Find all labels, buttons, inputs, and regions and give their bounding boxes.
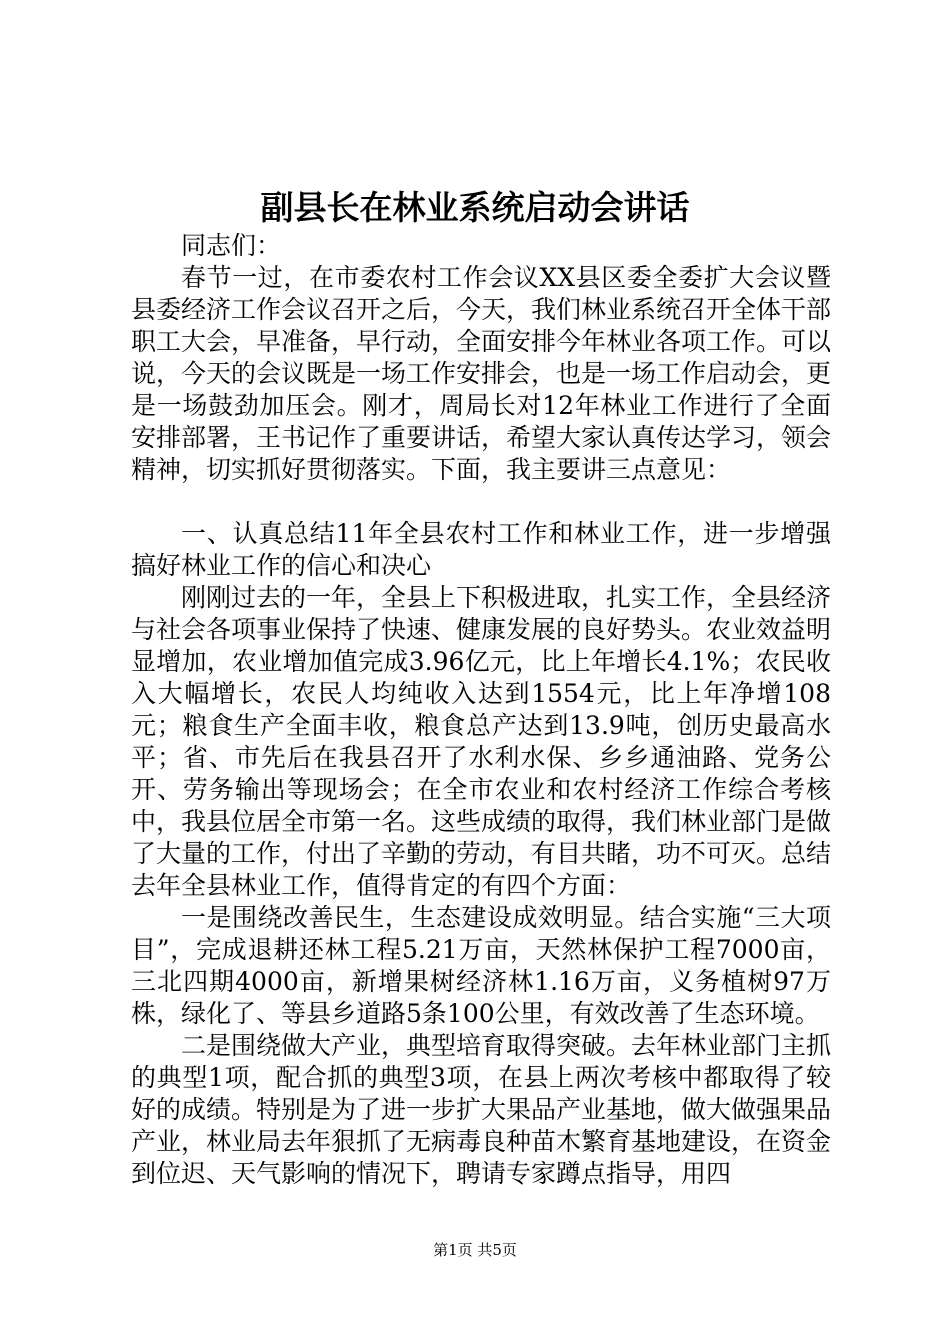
- point-one-paragraph: 一是围绕改善民生，生态建设成效明显。结合实施“三大项目”，完成退耕还林工程5.21万亩，天然林保护工程7000亩，三北四期4000亩，新增果树经济林1.16万亩，义务植树97万株，绿化了、等县乡道路5条100公里，有效改善了生态环境。: [131, 903, 831, 1028]
- page-footer: 第1页 共5页: [433, 1241, 517, 1259]
- review-paragraph: 刚刚过去的一年，全县上下积极进取，扎实工作，全县经济与社会各项事业保持了快速、健康发展的良好势头。农业效益明显增加，农业增加值完成3.96亿元，比上年增长4.1%；农民收入大幅增长，农民人均纯收入达到1554元，比上年净增108元；粮食生产全面丰收，粮食总产达到13.9吨，创历史最高水平；省、市先后在我县召开了水利水保、乡乡通油路、党务公开、劳务输出等现场会；在全市农业和农村经济工作综合考核中，我县位居全市第一名。这些成绩的取得，我们林业部门是做了大量的工作，付出了辛勤的劳动，有目共睹，功不可灭。总结去年全县林业工作，值得肯定的有四个方面：: [131, 583, 832, 900]
- salutation-paragraph: 同志们：: [181, 231, 282, 260]
- document-body: [131, 230, 831, 1190]
- section-heading-1: 一、认真总结11年全县农村工作和林业工作，进一步增强搞好林业工作的信心和决心: [131, 519, 831, 580]
- intro-paragraph: 春节一过，在市委农村工作会议XX县区委全委扩大会议暨县委经济工作会议召开之后，今天，我们林业系统召开全体干部职工大会，早准备，早行动，全面安排今年林业各项工作。可以说，今天的会议既是一场工作安排会，也是一场工作启动会，更是一场鼓劲加压会。刚才，周局长对12年林业工作进行了全面安排部署，王书记作了重要讲话，希望大家认真传达学习，领会精神，切实抓好贯彻落实。下面，我主要讲三点意见：: [131, 263, 832, 484]
- point-two-paragraph: 二是围绕做大产业，典型培育取得突破。去年林业部门主抓的典型1项，配合抓的典型3项，在县上两次考核中都取得了较好的成绩。特别是为了进一步扩大果品产业基地，做大做强果品产业，林业局去年狠抓了无病毒良种苗木繁育基地建设，在资金到位迟、天气影响的情况下，聘请专家蹲点指导，用四: [131, 1031, 832, 1188]
- document-title: 副县长在林业系统启动会讲话: [260, 188, 690, 227]
